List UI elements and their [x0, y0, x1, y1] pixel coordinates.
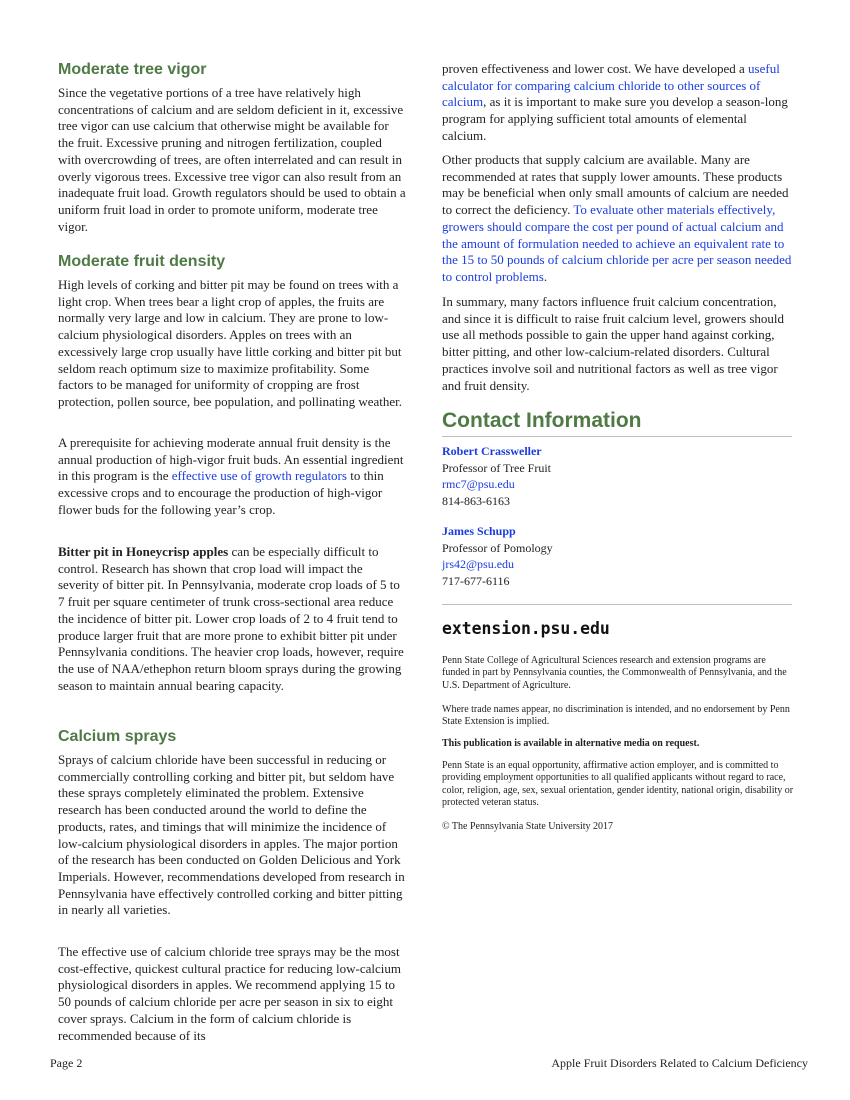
calcium-calculator-link[interactable]: useful calculator for comparing calcium chloride to other sources of calcium — [442, 61, 780, 110]
heading-moderate-fruit-density: Moderate fruit density — [58, 253, 226, 270]
contact-card — [442, 443, 551, 509]
heading-moderate-tree-vigor: Moderate tree vigor — [58, 61, 207, 78]
paragraph-calculator: proven effectiveness and lower cost. We have developed a useful calculator for comparing calcium chloride to other sources of calcium, as it is important to make sure you develop a season-long program for applying sufficient total amounts of elemental calcium. — [442, 61, 788, 143]
paragraph-summary: In summary, many factors influence fruit calcium concentration, and since it is difficult to raise fruit calcium level, growers should use all methods possible to gain the upper hand against corking, bitter pitting, and other low-calcium-related disorders. Cultural practices involve soil and nutritional factors as well as tree vigor and fruit density. — [442, 294, 785, 393]
contact-email-link[interactable]: jrs42@psu.edu — [442, 557, 515, 572]
heading-calcium-sprays: Calcium sprays — [58, 728, 177, 745]
paragraph-fruit-density-1: High levels of corking and bitter pit may be found on trees with a light crop. When trees bear a light crop of apples, the fruits are normally very large and low in calcium. They are prone to low-calcium physiological disorders. Apples on trees with an excessively large crop usually have little corking and bitter pit but seldom reach optimum size to maximize profitability. Some factors to be managed for uniformity of cropping are frost protection, pollen source, bee population, and pollinating weather. — [58, 277, 403, 409]
growth-regulators-link[interactable]: effective use of growth regulators — [171, 468, 347, 484]
paragraph-calcium-sprays-2: The effective use of calcium chloride tree sprays may be the most cost-effective, quickest cultural practice for reducing low-calcium physiological disorders in apples. We recommend applying 15 to 50 pounds of calcium chloride per acre per season in six to eight cover sprays. Calcium in the form of calcium chloride is recommended because of its — [58, 944, 402, 1043]
funding-statement: Penn State College of Agricultural Sciences research and extension programs are funded in part by Pennsylvania counties, the Commonwealth of Pennsylvania, and the U.S. Department of Agriculture. — [442, 655, 787, 691]
contact-name[interactable]: James Schupp — [442, 524, 516, 538]
honeycrisp-bold-lead: Bitter pit in Honeycrisp apples — [58, 544, 229, 559]
evaluate-materials-link[interactable]: To evaluate other materials effectively, growers should compare the cost per pound of actual calcium and the amount of formulation needed to achieve an equivalent rate to the 15 to 50 pounds of calcium chloride per acre per season needed to control problems — [442, 202, 792, 284]
brand-divider — [442, 604, 792, 605]
equal-opportunity-statement: Penn State is an equal opportunity, affirmative action employer, and is committed to providing employment opportunities to all qualified applicants without regard to race, color, religion, age, sex, sexual orientation, gender identity, national origin, disability or protected veteran status. — [442, 760, 794, 809]
paragraph-calcium-sprays-1: Sprays of calcium chloride have been successful in reducing or commercially controlling corking and bitter pit, but seldom have these sprays completely eliminated the problem. Extensive research has been conducted around the world to define the products, rates, and timings that will minimize the incidence of low-calcium physiological disorders in apples. The major portion of the research has been conducted on Golden Delicious and York Imperials. However, recommendations developed from research in Pennsylvania have effectively controlled corking and bitter pitting in nearly all varieties. — [58, 752, 405, 918]
contact-divider — [442, 436, 792, 437]
extension-brand-logo[interactable]: extension.psu.edu — [442, 619, 610, 638]
contact-phone: 717-677-6116 — [442, 573, 510, 588]
paragraph-honeycrisp: Bitter pit in Honeycrisp apples can be especially difficult to control. Research has shown that crop load will impact the severity of bitter pit. In Pennsylvania, moderate crop loads of 5 to 7 fruit per square centimeter of trunk cross-sectional area reduce the incidence of bitter pit. Lower crop loads of 2 to 4 fruit tend to produce larger fruit that are more prone to exhibit bitter pit under Pennsylvania conditions. The heavier crop loads, however, require the use of NAA/ethephon return bloom sprays during the growing season to maintain annual bearing capacity. — [58, 544, 404, 693]
contact-name[interactable]: Robert Crassweller — [442, 444, 542, 458]
copyright-notice: © The Pennsylvania State University 2017 — [442, 821, 614, 832]
paragraph-tree-vigor: Since the vegetative portions of a tree have relatively high concentrations of calcium and are seldom deficient in it, excessive tree vigor can use calcium that otherwise might be available for the fruit. Excessive pruning and nitrogen fertilization, coupled with overcrowding of trees, are often interrelated and can result in overly vigorous trees. Excessive tree vigor can also result from an inadequate fruit load. Growth regulators should be used to obtain a uniform fruit load in order to promote uniform, moderate tree vigor. — [58, 85, 406, 234]
alternative-media-statement: This publication is available in alternative media on request. — [442, 738, 700, 749]
contact-email-link[interactable]: rmc7@psu.edu — [442, 477, 515, 492]
contact-title: Professor of Pomology — [442, 540, 553, 555]
paragraph-fruit-density-2: A prerequisite for achieving moderate annual fruit density is the annual production of high-vigor fruit buds. An essential ingredient in this program is the effective use of growth regulators to thin excessive crops and to encourage the production of high-vigor flower buds for the following year’s crop. — [58, 435, 404, 517]
trade-names-statement: Where trade names appear, no discrimination is intended, and no endorsement by Penn State Extension is implied. — [442, 704, 790, 728]
contact-phone: 814-863-6163 — [442, 493, 510, 508]
contact-information-heading: Contact Information — [442, 409, 642, 432]
running-title: Apple Fruit Disorders Related to Calcium Deficiency — [551, 1056, 808, 1070]
paragraph-other-products: Other products that supply calcium are available. Many are recommended at rates that supply lower amounts. These products may be beneficial when only small amounts of calcium are needed to correct the deficiency. To evaluate other materials effectively, growers should compare the cost per pound of actual calcium and the amount of formulation needed to achieve an equivalent rate to the 15 to 50 pounds of calcium chloride per acre per season needed to control problems. — [442, 152, 792, 284]
contact-card — [442, 523, 553, 589]
page-number: Page 2 — [50, 1056, 83, 1070]
contact-title: Professor of Tree Fruit — [442, 460, 552, 475]
